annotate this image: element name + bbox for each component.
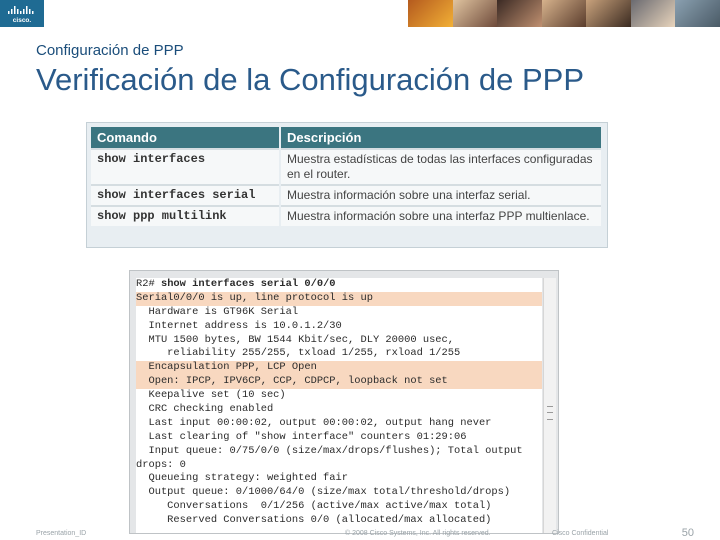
terminal-line: Queueing strategy: weighted fair	[136, 472, 349, 485]
footer-presentation-id: Presentation_ID	[36, 530, 87, 537]
page-title: Verificación de la Configuración de PPP	[36, 62, 584, 97]
command-table-panel	[86, 122, 608, 248]
command-table	[91, 127, 603, 226]
terminal-output	[136, 278, 542, 533]
column-header-description: Descripción	[280, 127, 602, 149]
description-cell: Muestra estadísticas de todas las interfaces configuradas en el router.	[280, 149, 602, 185]
table-row	[91, 206, 602, 226]
terminal-command: show interfaces serial 0/0/0	[154, 278, 336, 290]
terminal-line: Input queue: 0/75/0/0 (size/max/drops/flushes); Total output	[136, 444, 523, 457]
header-photo	[542, 0, 587, 27]
command-cell: show interfaces	[91, 149, 280, 185]
footer-confidential: Cisco Confidential	[552, 530, 609, 537]
section-subtitle: Configuración de PPP	[36, 42, 184, 59]
column-header-command: Comando	[91, 127, 280, 149]
terminal-line: Encapsulation PPP, LCP Open	[136, 361, 542, 375]
terminal-line: Reserved Conversations 0/0 (allocated/max allocated)	[136, 514, 492, 527]
terminal-line: Last input 00:00:02, output 00:00:02, output hang never	[136, 416, 492, 429]
cisco-logo-icon	[6, 3, 40, 25]
terminal-prompt: R2#	[136, 278, 155, 290]
terminal-line: reliability 255/255, txload 1/255, rxload 1/255	[136, 347, 461, 360]
header-photo	[631, 0, 676, 27]
terminal-line: Internet address is 10.0.1.2/30	[136, 319, 342, 332]
header-photo	[586, 0, 631, 27]
command-cell: show ppp multilink	[91, 206, 280, 226]
header-photo	[675, 0, 720, 27]
description-cell: Muestra información sobre una interfaz PPP multienlace.	[280, 206, 602, 226]
terminal-line: drops: 0	[136, 458, 186, 471]
terminal-line	[136, 278, 542, 292]
header-photo	[453, 0, 498, 27]
terminal-line: MTU 1500 bytes, BW 1544 Kbit/sec, DLY 20000 usec,	[136, 333, 455, 346]
svg-text:cisco.: cisco.	[12, 17, 32, 24]
terminal-line: CRC checking enabled	[136, 403, 274, 416]
footer-copyright: © 2008 Cisco Systems, Inc. All rights reserved.	[345, 530, 491, 537]
terminal-line: Open: IPCP, IPV6CP, CCP, CDPCP, loopback not set	[136, 375, 542, 389]
terminal-line: Hardware is GT96K Serial	[136, 305, 299, 318]
terminal-scrollbar[interactable]	[543, 278, 556, 533]
terminal-line: Conversations 0/1/256 (active/max active/max total)	[136, 500, 492, 513]
terminal-line: Output queue: 0/1000/64/0 (size/max total/threshold/drops)	[136, 486, 511, 499]
terminal-line: Keepalive set (10 sec)	[136, 389, 286, 402]
description-cell: Muestra información sobre una interfaz serial.	[280, 185, 602, 206]
table-row	[91, 185, 602, 206]
table-row	[91, 149, 602, 185]
scroll-grip-icon[interactable]	[547, 406, 553, 420]
terminal-line: Serial0/0/0 is up, line protocol is up	[136, 292, 542, 306]
header-photo	[497, 0, 542, 27]
top-bar	[0, 0, 720, 27]
table-header-row	[91, 127, 602, 149]
header-photo	[408, 0, 453, 27]
terminal-window	[129, 270, 559, 534]
cisco-logo-band	[0, 0, 44, 27]
terminal-line: Last clearing of "show interface" counters 01:29:06	[136, 430, 467, 443]
command-cell: show interfaces serial	[91, 185, 280, 206]
header-photo-strip	[408, 0, 720, 27]
page-number: 50	[681, 527, 694, 539]
